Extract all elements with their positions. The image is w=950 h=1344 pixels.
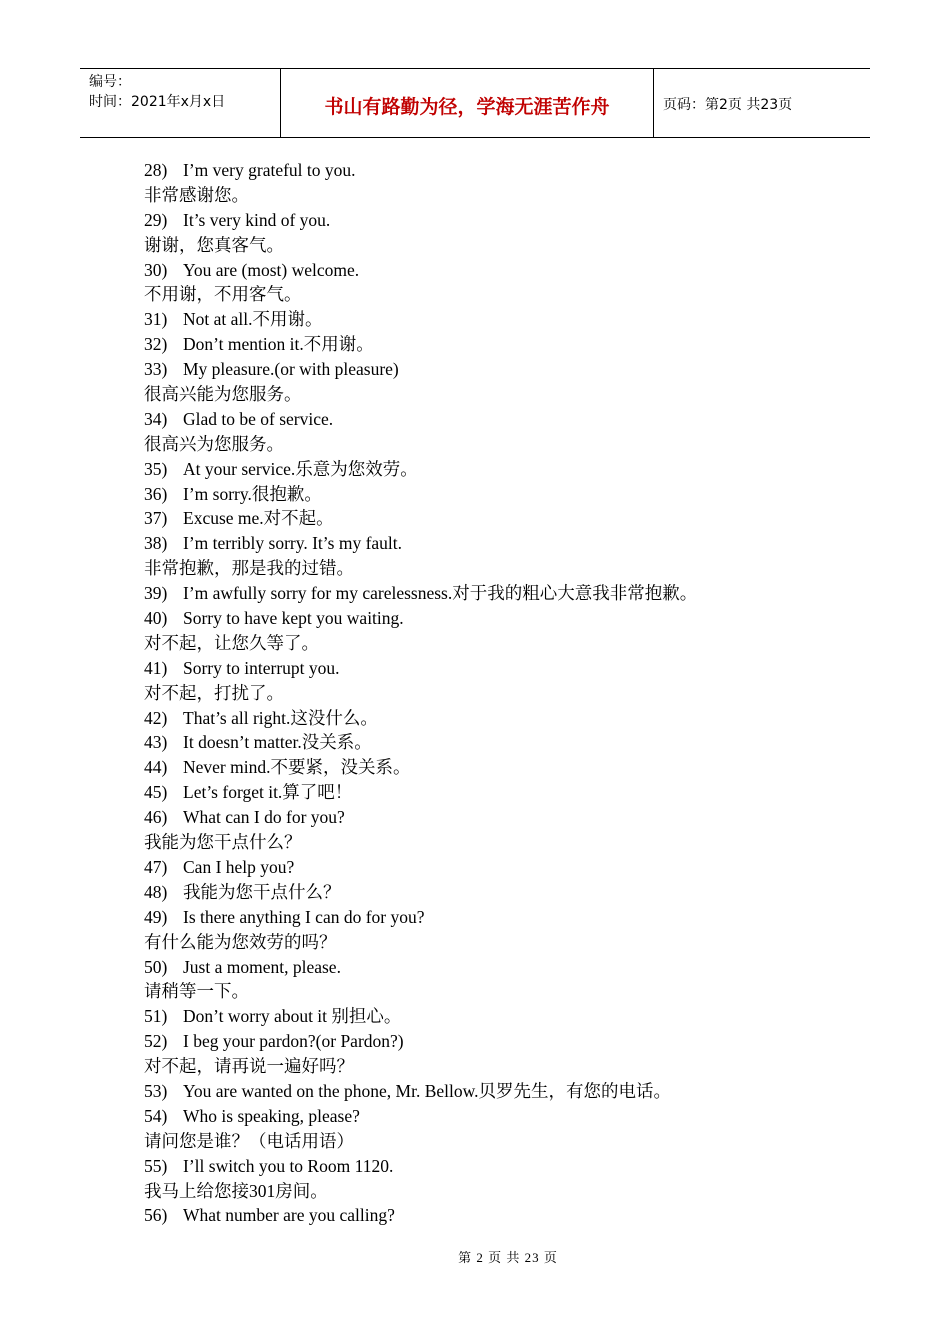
phrase-line: [144, 581, 844, 606]
line-text: Never mind.不要紧，没关系。: [183, 757, 411, 778]
line-text: What number are you calling?: [183, 1205, 395, 1226]
line-text: I’m sorry.很抱歉。: [183, 483, 322, 504]
translation-line: [144, 830, 844, 855]
line-text: 请稍等一下。: [144, 981, 249, 1002]
line-text: 不用谢，不用客气。: [144, 284, 302, 305]
translation-line: [144, 1054, 844, 1079]
phrase-number: 32): [144, 334, 168, 355]
line-text: 很高兴为您服务。: [144, 433, 284, 454]
phrase-number: 53): [144, 1080, 168, 1101]
phrase-number: 45): [144, 782, 168, 803]
page-footer: 第 2 页 共 23 页: [458, 1250, 558, 1265]
phrase-line: [144, 1203, 844, 1228]
phrase-number: 46): [144, 807, 168, 828]
line-text: My pleasure.(or with pleasure): [183, 359, 399, 380]
translation-line: [144, 432, 844, 457]
phrase-number: 48): [144, 881, 168, 902]
line-text: Just a moment, please.: [183, 956, 341, 977]
phrase-line: [144, 258, 844, 283]
document-body: [144, 158, 844, 1228]
line-text: Don’t worry about it 别担心。: [183, 1006, 402, 1027]
phrase-number: 50): [144, 956, 168, 977]
phrase-line: [144, 755, 844, 780]
phrase-line: [144, 307, 844, 332]
phrase-number: 38): [144, 533, 168, 554]
translation-line: [144, 382, 844, 407]
line-text: That’s all right.这没什么。: [183, 707, 378, 728]
phrase-line: [144, 482, 844, 507]
translation-line: [144, 233, 844, 258]
date-label: 时间：2021年x月x日: [89, 94, 226, 110]
translation-line: [144, 1179, 844, 1204]
phrase-line: [144, 457, 844, 482]
phrase-number: 52): [144, 1031, 168, 1052]
phrase-line: [144, 531, 844, 556]
line-text: You are wanted on the phone, Mr. Bellow.贝罗先生，有您的电话。: [183, 1080, 672, 1101]
translation-line: [144, 631, 844, 656]
phrase-number: 41): [144, 657, 168, 678]
phrase-number: 33): [144, 359, 168, 380]
phrase-number: 49): [144, 906, 168, 927]
translation-line: [144, 979, 844, 1004]
line-text: Is there anything I can do for you?: [183, 906, 425, 927]
header-meta: [80, 69, 281, 137]
phrase-number: 43): [144, 732, 168, 753]
line-text: 我能为您干点什么？: [144, 832, 302, 853]
translation-line: [144, 282, 844, 307]
translation-line: [144, 1129, 844, 1154]
line-text: What can I do for you?: [183, 807, 345, 828]
phrase-number: 40): [144, 608, 168, 629]
phrase-number: 37): [144, 508, 168, 529]
translation-line: [144, 556, 844, 581]
phrase-number: 56): [144, 1205, 168, 1226]
line-text: 我马上给您接301房间。: [144, 1180, 328, 1201]
phrase-line: [144, 208, 844, 233]
header-page-info: 页码：第2页 共23页: [663, 97, 793, 113]
line-text: I beg your pardon?(or Pardon?): [183, 1031, 404, 1052]
translation-line: [144, 183, 844, 208]
line-text: Don’t mention it.不用谢。: [183, 334, 374, 355]
phrase-line: [144, 805, 844, 830]
line-text: Sorry to have kept you waiting.: [183, 608, 404, 629]
line-text: Who is speaking, please?: [183, 1105, 360, 1126]
phrase-number: 29): [144, 209, 168, 230]
line-text: At your service.乐意为您效劳。: [183, 458, 418, 479]
phrase-line: [144, 880, 844, 905]
phrase-number: 35): [144, 458, 168, 479]
line-text: It’s very kind of you.: [183, 209, 331, 230]
phrase-line: [144, 1004, 844, 1029]
phrase-number: 36): [144, 483, 168, 504]
phrase-line: [144, 506, 844, 531]
phrase-number: 54): [144, 1105, 168, 1126]
line-text: Can I help you?: [183, 856, 295, 877]
line-text: 对不起，打扰了。: [144, 682, 284, 703]
line-text: Let’s forget it.算了吧！: [183, 782, 353, 803]
line-text: 对不起，让您久等了。: [144, 632, 319, 653]
phrase-line: [144, 332, 844, 357]
page-header: [80, 68, 870, 138]
line-text: 有什么能为您效劳的吗？: [144, 931, 337, 952]
line-text: 非常抱歉，那是我的过错。: [144, 558, 354, 579]
line-text: Excuse me.对不起。: [183, 508, 334, 529]
phrase-line: [144, 706, 844, 731]
line-text: 谢谢，您真客气。: [144, 234, 284, 255]
phrase-number: 39): [144, 583, 168, 604]
line-text: 非常感谢您。: [144, 184, 249, 205]
phrase-number: 51): [144, 1006, 168, 1027]
phrase-number: 55): [144, 1155, 168, 1176]
phrase-line: [144, 955, 844, 980]
phrase-number: 42): [144, 707, 168, 728]
phrase-line: [144, 656, 844, 681]
phrase-line: [144, 158, 844, 183]
header-motto: 书山有路勤为径，学海无涯苦作舟: [281, 69, 654, 137]
phrase-line: [144, 1154, 844, 1179]
phrase-line: [144, 1029, 844, 1054]
phrase-line: [144, 606, 844, 631]
phrase-line: [144, 780, 844, 805]
line-text: 对不起，请再说一遍好吗？: [144, 1056, 354, 1077]
phrase-number: 44): [144, 757, 168, 778]
phrase-number: 34): [144, 408, 168, 429]
line-text: It doesn’t matter.没关系。: [183, 732, 372, 753]
line-text: Not at all.不用谢。: [183, 309, 323, 330]
line-text: I’m very grateful to you.: [183, 160, 356, 180]
line-text: I’ll switch you to Room 1120.: [183, 1155, 394, 1176]
line-text: 请问您是谁？（电话用语）: [144, 1130, 354, 1151]
phrase-line: [144, 407, 844, 432]
phrase-line: [144, 357, 844, 382]
phrase-line: [144, 730, 844, 755]
serial-label: 编号：: [89, 74, 131, 90]
phrase-number: 47): [144, 856, 168, 877]
phrase-line: [144, 905, 844, 930]
phrase-line: [144, 1079, 844, 1104]
line-text: 很高兴能为您服务。: [144, 384, 302, 405]
line-text: 我能为您干点什么？: [183, 881, 341, 902]
phrase-number: 28): [144, 160, 168, 180]
phrase-number: 31): [144, 309, 168, 330]
line-text: Sorry to interrupt you.: [183, 657, 340, 678]
translation-line: [144, 930, 844, 955]
line-text: I’m awfully sorry for my carelessness.对于我的粗心大意我非常抱歉。: [183, 583, 698, 604]
line-text: Glad to be of service.: [183, 408, 334, 429]
translation-line: [144, 681, 844, 706]
line-text: You are (most) welcome.: [183, 259, 360, 280]
phrase-line: [144, 1104, 844, 1129]
phrase-number: 30): [144, 259, 168, 280]
phrase-line: [144, 855, 844, 880]
line-text: I’m terribly sorry. It’s my fault.: [183, 533, 403, 554]
